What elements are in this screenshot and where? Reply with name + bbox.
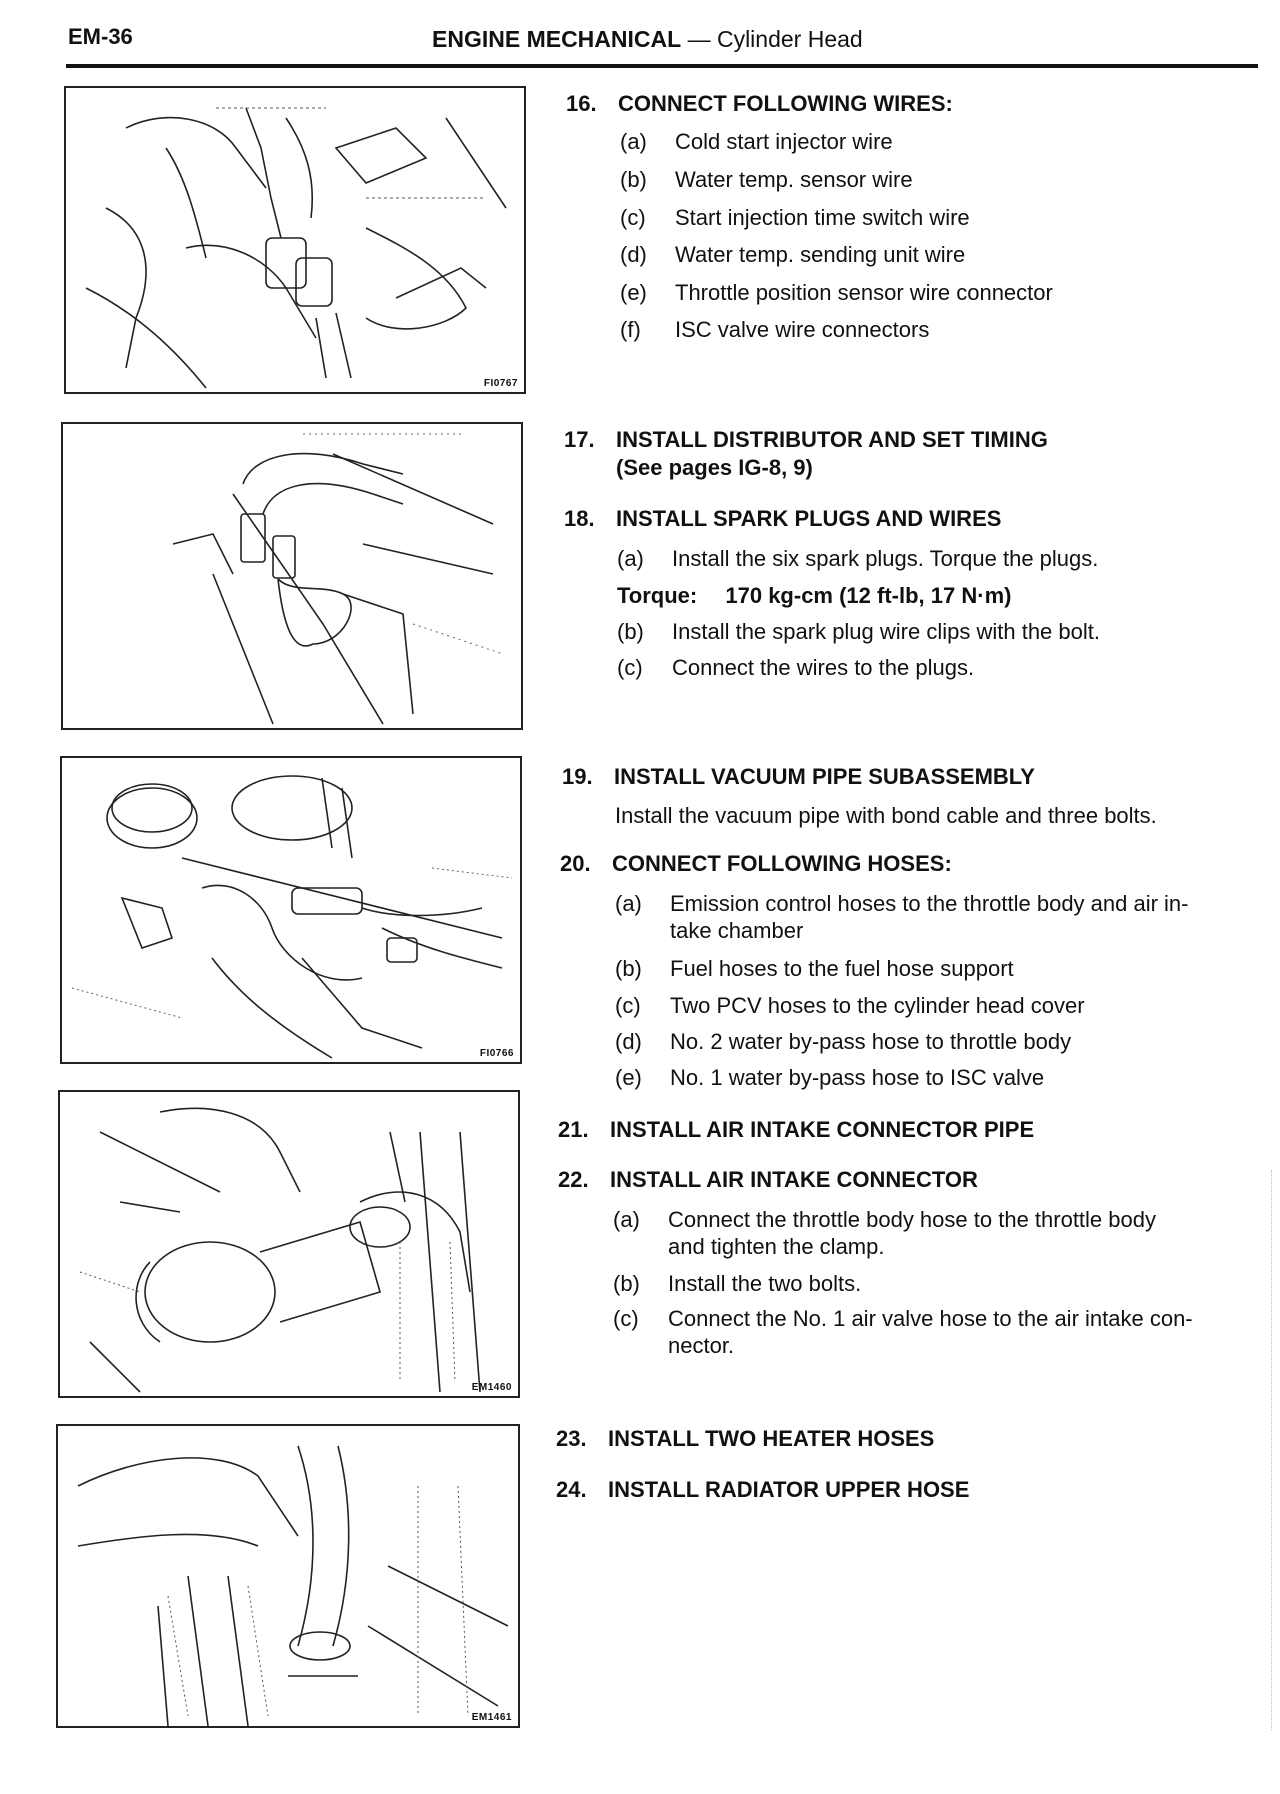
figure-wiring-connectors: [64, 86, 526, 394]
item-text-line: Connect the No. 1 air valve hose to the air intake con-: [668, 1306, 1193, 1331]
item-letter: (e): [615, 1065, 642, 1090]
item-text-line: Connect the throttle body hose to the throttle body: [668, 1207, 1156, 1232]
step-number: 20.: [560, 851, 591, 876]
item-letter: (b): [620, 167, 647, 192]
torque-label: Torque:: [617, 583, 698, 608]
item-letter: (d): [620, 242, 647, 267]
item-letter: (b): [617, 619, 644, 644]
section-title: ENGINE MECHANICAL: [432, 26, 682, 52]
item-letter: (e): [620, 280, 647, 305]
figure-code: EM1461: [471, 1712, 512, 1723]
step-title: INSTALL AIR INTAKE CONNECTOR PIPE: [610, 1117, 1035, 1142]
step-title: INSTALL VACUUM PIPE SUBASSEMBLY: [614, 764, 1035, 789]
figure-radiator-hose: [56, 1424, 520, 1728]
torque-spec: [617, 583, 1011, 609]
step-title: INSTALL RADIATOR UPPER HOSE: [608, 1477, 970, 1502]
item-letter: (a): [613, 1207, 640, 1232]
step-title: INSTALL AIR INTAKE CONNECTOR: [610, 1167, 978, 1192]
item-text: [670, 890, 1189, 944]
item-letter: (d): [615, 1029, 642, 1054]
page-header: [66, 24, 1258, 68]
step-title: CONNECT FOLLOWING WIRES:: [618, 91, 953, 116]
item-text: Water temp. sensor wire: [675, 167, 913, 192]
scan-edge-artifact: [1271, 1170, 1278, 1730]
step-number: 23.: [556, 1426, 587, 1451]
step-number: 19.: [562, 764, 593, 789]
vacuum-pipe-illustration: [62, 758, 520, 1062]
spark-plug-illustration: [63, 424, 521, 728]
step-number: 22.: [558, 1167, 589, 1192]
radiator-hose-illustration: [58, 1426, 518, 1726]
item-text: No. 1 water by-pass hose to ISC valve: [670, 1065, 1045, 1090]
step-number: 16.: [566, 91, 597, 116]
step-19-body: Install the vacuum pipe with bond cable and three bolts.: [615, 803, 1157, 828]
item-text-line: Emission control hoses to the throttle body and air in-: [670, 891, 1189, 916]
page-number: EM-36: [68, 24, 133, 49]
page-title: [432, 26, 863, 53]
item-letter: (c): [615, 993, 641, 1018]
item-letter: (c): [617, 655, 643, 680]
item-text: Throttle position sensor wire connector: [675, 280, 1053, 305]
figure-code: EM1460: [471, 1382, 512, 1393]
item-text: Connect the wires to the plugs.: [672, 655, 975, 680]
item-text: Cold start injector wire: [675, 129, 893, 154]
step-number: 21.: [558, 1117, 589, 1142]
figure-code: FI0766: [479, 1048, 514, 1059]
item-text-line: nector.: [668, 1333, 735, 1358]
item-text: Start injection time switch wire: [675, 205, 970, 230]
figure-vacuum-pipe: [60, 756, 522, 1064]
step-17-note: (See pages IG-8, 9): [616, 455, 813, 480]
item-text-line: and tighten the clamp.: [668, 1234, 885, 1259]
torque-value: 170 kg-cm (12 ft-lb, 17 N·m): [725, 583, 1012, 608]
item-letter: (a): [617, 546, 644, 571]
figure-code: FI0767: [483, 378, 518, 389]
wiring-illustration: [66, 88, 524, 392]
item-letter: (b): [613, 1271, 640, 1296]
figure-spark-plug: [61, 422, 523, 730]
item-letter: (a): [615, 891, 642, 916]
item-text: Fuel hoses to the fuel hose support: [670, 956, 1014, 981]
item-text: ISC valve wire connectors: [675, 317, 930, 342]
step-title: INSTALL DISTRIBUTOR AND SET TIMING: [616, 427, 1048, 452]
step-number: 18.: [564, 506, 595, 531]
item-text: Two PCV hoses to the cylinder head cover: [670, 993, 1085, 1018]
item-letter: (c): [613, 1306, 639, 1331]
item-text: [668, 1206, 1156, 1260]
item-letter: (c): [620, 205, 646, 230]
step-title: CONNECT FOLLOWING HOSES:: [612, 851, 952, 876]
step-number: 24.: [556, 1477, 587, 1502]
item-letter: (b): [615, 956, 642, 981]
item-letter: (f): [620, 317, 641, 342]
item-letter: (a): [620, 129, 647, 154]
item-text: [668, 1305, 1193, 1359]
item-text: Install the two bolts.: [668, 1271, 862, 1296]
step-title: INSTALL SPARK PLUGS AND WIRES: [616, 506, 1002, 531]
air-intake-illustration: [60, 1092, 518, 1396]
item-text: No. 2 water by-pass hose to throttle body: [670, 1029, 1072, 1054]
subsection-title: Cylinder Head: [716, 26, 863, 52]
title-separator: —: [687, 26, 711, 52]
step-number: 17.: [564, 427, 595, 452]
item-text: Install the six spark plugs. Torque the plugs.: [672, 546, 1099, 571]
item-text: Install the spark plug wire clips with the bolt.: [672, 619, 1100, 644]
item-text-line: take chamber: [670, 918, 804, 943]
item-text: Water temp. sending unit wire: [675, 242, 966, 267]
step-title: INSTALL TWO HEATER HOSES: [608, 1426, 935, 1451]
figure-air-intake-connector: [58, 1090, 520, 1398]
